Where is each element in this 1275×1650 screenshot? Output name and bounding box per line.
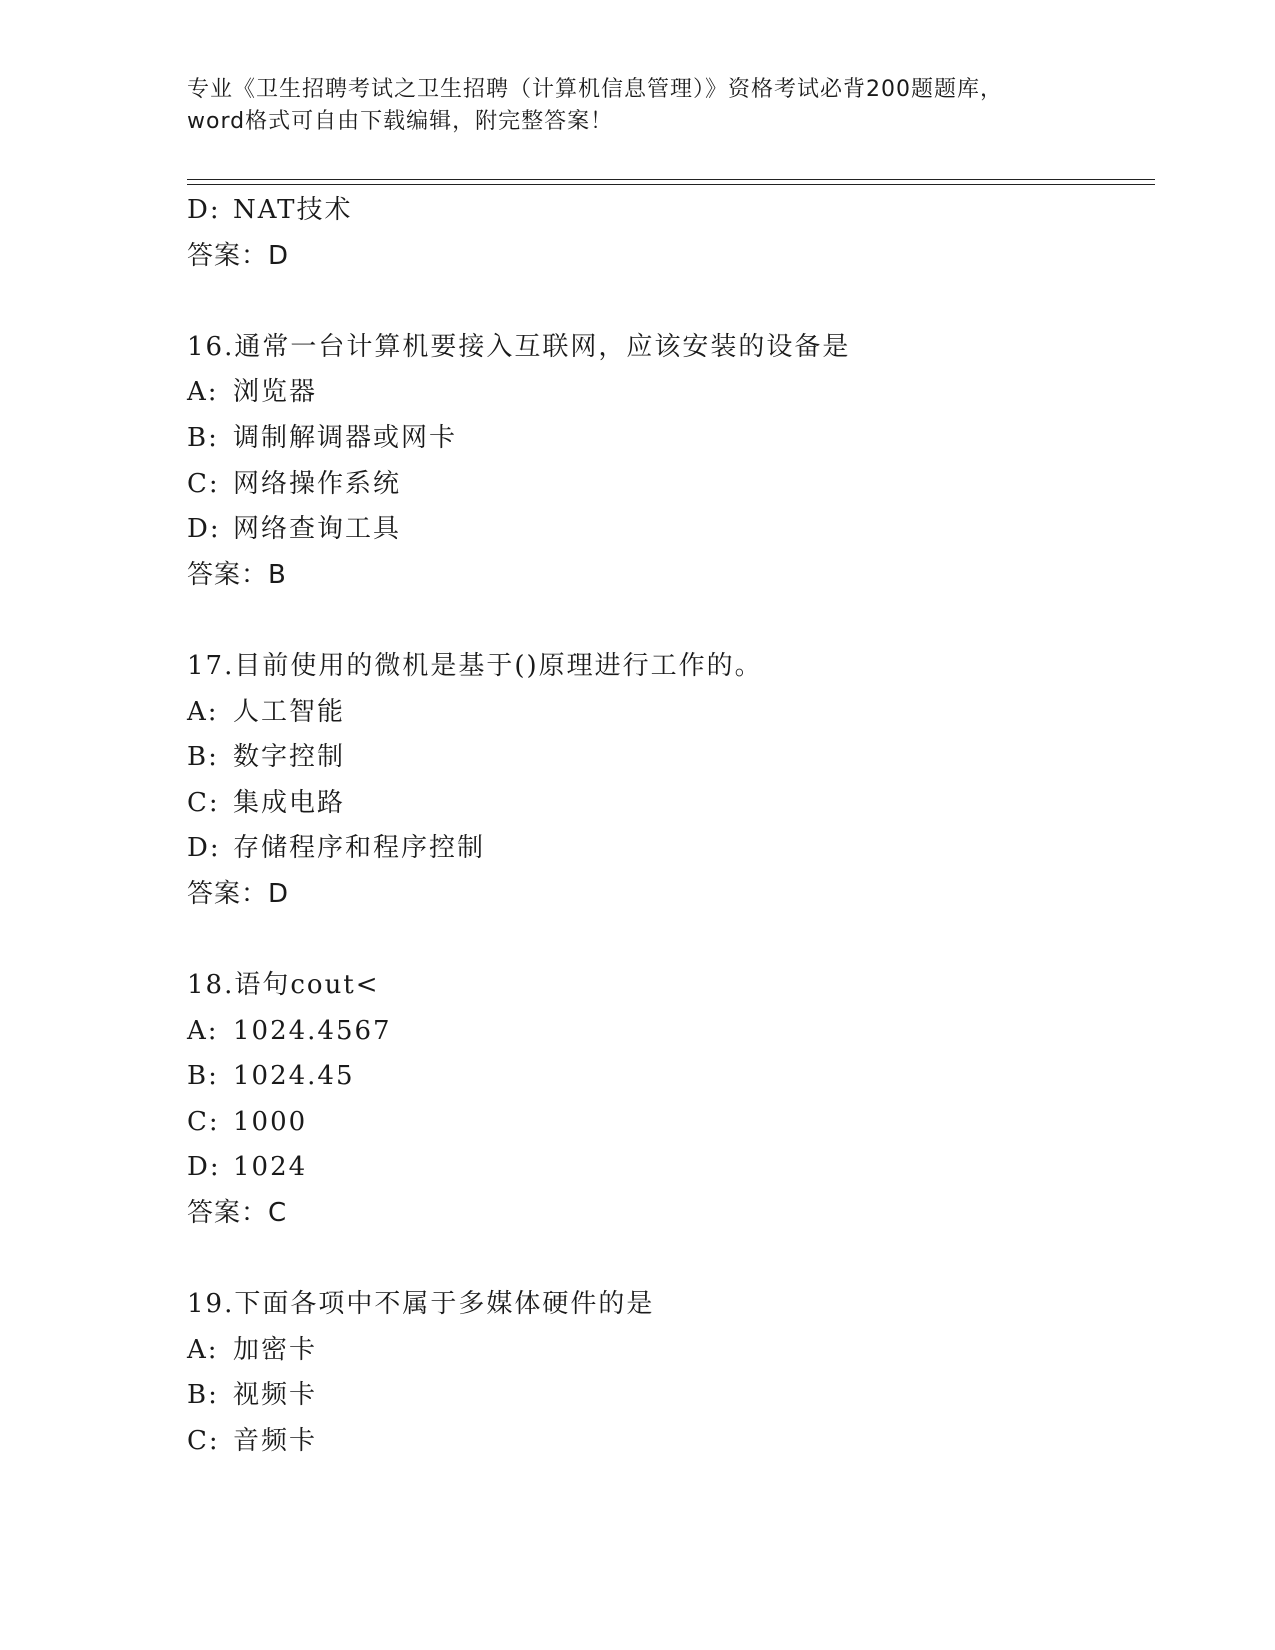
option-key: D: bbox=[187, 195, 221, 225]
option-key: A: bbox=[187, 1334, 219, 1365]
option-d bbox=[187, 826, 1147, 872]
option-text: 网络查询工具 bbox=[233, 514, 402, 545]
question-stem: 18.语句cout< bbox=[187, 970, 380, 1001]
option-key: A: bbox=[187, 1015, 219, 1046]
spacer bbox=[187, 598, 1147, 644]
option-c bbox=[187, 1100, 1147, 1146]
option-text: 浏览器 bbox=[233, 377, 318, 408]
option-text: 视频卡 bbox=[233, 1380, 318, 1411]
option-key: D: bbox=[187, 1152, 221, 1183]
option-text: 1024.4567 bbox=[233, 1015, 392, 1046]
option-b bbox=[187, 1054, 1147, 1100]
option-key: C: bbox=[187, 787, 220, 818]
option-key: A: bbox=[187, 377, 219, 408]
spacer bbox=[187, 1237, 1147, 1283]
question-stem: 17.目前使用的微机是基于()原理进行工作的。 bbox=[187, 650, 763, 681]
option-a bbox=[187, 690, 1147, 736]
option-text: 调制解调器或网卡 bbox=[233, 422, 458, 453]
question-list bbox=[187, 188, 1147, 1465]
document-header bbox=[187, 74, 1087, 138]
option-text: 1024.45 bbox=[233, 1061, 355, 1092]
option-key: A: bbox=[187, 696, 219, 727]
option-text: 1000 bbox=[233, 1106, 308, 1137]
option-c bbox=[187, 462, 1147, 508]
option-key: D: bbox=[187, 514, 221, 545]
answer-line: 答案：D bbox=[187, 240, 290, 271]
header-divider-top bbox=[187, 179, 1155, 180]
option-text: 加密卡 bbox=[233, 1334, 318, 1365]
option-key: C: bbox=[187, 1106, 220, 1137]
option-key: B: bbox=[187, 1061, 219, 1092]
answer-line: 答案：D bbox=[187, 878, 290, 909]
option-text: 存储程序和程序控制 bbox=[233, 833, 486, 864]
option-text: 1024 bbox=[233, 1152, 308, 1183]
option-b bbox=[187, 416, 1147, 462]
header-line-1: 专业《卫生招聘考试之卫生招聘（计算机信息管理）》资格考试必背200题题库， bbox=[187, 77, 1003, 102]
option-c bbox=[187, 1419, 1147, 1465]
option-key: C: bbox=[187, 1426, 220, 1457]
option-key: B: bbox=[187, 1380, 219, 1411]
option-c bbox=[187, 781, 1147, 827]
option-text: 集成电路 bbox=[233, 787, 346, 818]
option-key: B: bbox=[187, 742, 219, 773]
spacer bbox=[187, 918, 1147, 964]
option-d bbox=[187, 1145, 1147, 1191]
option-key: B: bbox=[187, 422, 219, 453]
option-text: 网络操作系统 bbox=[233, 468, 402, 499]
option-text: 音频卡 bbox=[233, 1426, 318, 1457]
option-d bbox=[187, 507, 1147, 553]
option-text: 人工智能 bbox=[233, 696, 346, 727]
question-stem: 19.下面各项中不属于多媒体硬件的是 bbox=[187, 1289, 655, 1320]
answer-line: 答案：B bbox=[187, 559, 287, 590]
header-divider-bottom bbox=[187, 184, 1155, 185]
option-key: D: bbox=[187, 833, 221, 864]
option-text: NAT技术 bbox=[233, 195, 353, 225]
option-a bbox=[187, 370, 1147, 416]
answer-line: 答案：C bbox=[187, 1198, 288, 1229]
option-key: C: bbox=[187, 468, 220, 499]
option-text: 数字控制 bbox=[233, 742, 346, 773]
option-b bbox=[187, 1373, 1147, 1419]
option-b bbox=[187, 735, 1147, 781]
spacer bbox=[187, 279, 1147, 325]
question-stem: 16.通常一台计算机要接入互联网，应该安装的设备是 bbox=[187, 331, 851, 362]
header-line-2: word格式可自由下载编辑，附完整答案！ bbox=[187, 109, 614, 134]
option-a bbox=[187, 1009, 1147, 1055]
option-d bbox=[187, 188, 1147, 234]
option-a bbox=[187, 1328, 1147, 1374]
